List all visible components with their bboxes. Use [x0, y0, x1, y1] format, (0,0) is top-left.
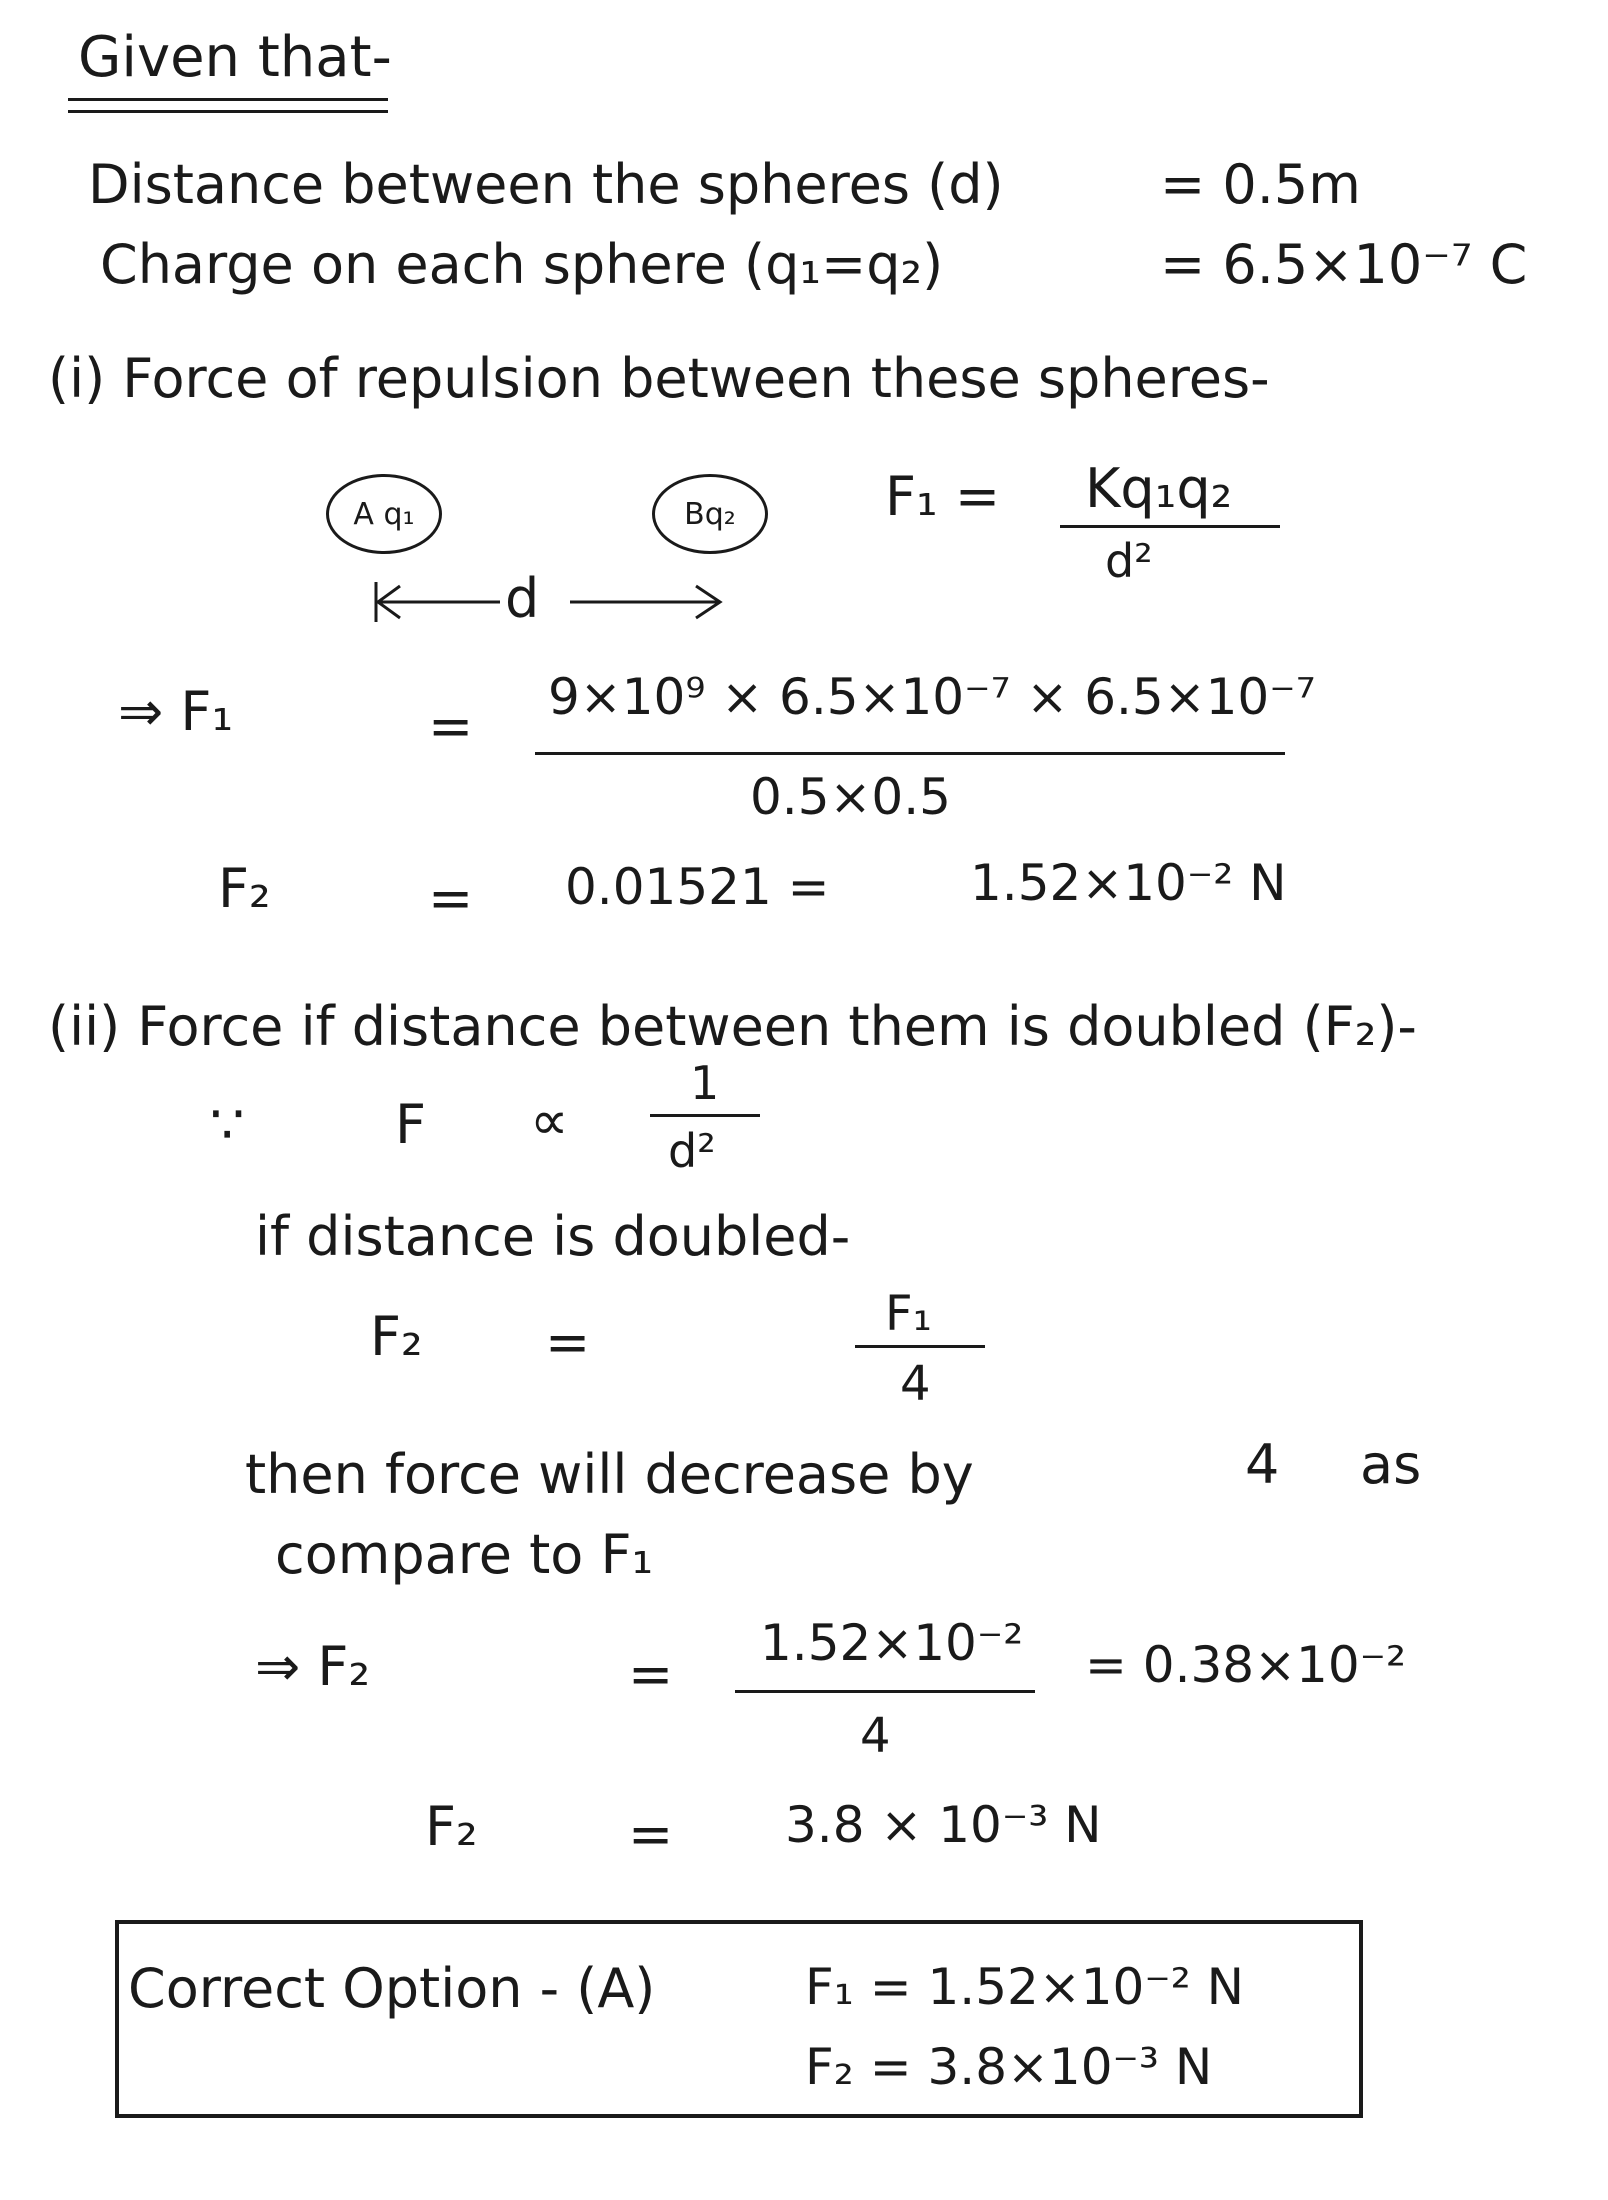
prop-numerator: 1 — [690, 1056, 720, 1110]
prop-fraction-bar — [650, 1114, 760, 1117]
formula-fraction-bar — [1060, 525, 1280, 528]
sphere-a: A q₁ — [326, 474, 442, 554]
calc-result: = 0.38×10⁻² — [1085, 1636, 1407, 1694]
f2-lhs: F₂ — [370, 1305, 423, 1368]
final-lhs: F₂ — [425, 1795, 478, 1858]
answer-label: Correct Option - (A) — [128, 1957, 656, 2020]
final-eq: = — [628, 1803, 674, 1866]
final-value: 3.8 × 10⁻³ N — [785, 1796, 1102, 1854]
distance-label: Distance between the spheres (d) — [88, 153, 1004, 216]
prop-lhs: F — [395, 1093, 427, 1156]
answer-line-2: F₂ = 3.8×10⁻³ N — [805, 2038, 1213, 2096]
sphere-b: Bq₂ — [652, 474, 768, 554]
prop-denominator: d² — [668, 1124, 716, 1178]
calc-eq: = — [628, 1643, 674, 1706]
step2-value: 0.01521 = — [565, 858, 830, 916]
step1-eq: = — [428, 695, 474, 758]
then-as: as — [1360, 1433, 1422, 1496]
f2-numerator: F₁ — [885, 1286, 932, 1342]
part-ii-title: (ii) Force if distance between them is doubled (F₂)- — [48, 995, 1417, 1058]
then-line-1: then force will decrease by — [245, 1443, 974, 1506]
calc-lhs: ⇒ F₂ — [255, 1635, 371, 1698]
calc-fraction-bar — [735, 1690, 1035, 1693]
step1-numerator: 9×10⁹ × 6.5×10⁻⁷ × 6.5×10⁻⁷ — [548, 668, 1316, 726]
calc-denominator: 4 — [860, 1708, 891, 1764]
formula-denominator: d² — [1105, 534, 1153, 588]
then-four: 4 — [1245, 1433, 1280, 1496]
f2-eq: = — [545, 1311, 591, 1374]
heading-underline — [68, 98, 388, 101]
distance-arrow — [370, 567, 730, 632]
charge-label: Charge on each sphere (q₁=q₂) — [100, 233, 944, 296]
step2-lhs: F₂ — [218, 857, 271, 920]
step2-result: 1.52×10⁻² N — [970, 854, 1287, 912]
calc-numerator: 1.52×10⁻² — [760, 1614, 1024, 1672]
formula-numerator: Kq₁q₂ — [1085, 457, 1233, 520]
formula-lhs: F₁ = — [885, 465, 1001, 528]
distance-d-label: d — [505, 567, 540, 630]
step1-lhs: ⇒ F₁ — [118, 680, 234, 743]
step1-fraction-bar — [535, 752, 1285, 755]
then-line-2: compare to F₁ — [275, 1523, 654, 1586]
heading: Given that- — [78, 25, 392, 90]
answer-line-1: F₁ = 1.52×10⁻² N — [805, 1958, 1245, 2016]
heading-underline-2 — [68, 110, 388, 113]
if-line: if distance is doubled- — [255, 1205, 851, 1268]
distance-value: = 0.5m — [1160, 153, 1361, 216]
step2-eq: = — [428, 867, 474, 930]
part-i-title: (i) Force of repulsion between these spheres- — [48, 347, 1270, 410]
f2-fraction-bar — [855, 1345, 985, 1348]
charge-value: = 6.5×10⁻⁷ C — [1160, 233, 1528, 296]
because-symbol: ∵ — [210, 1093, 245, 1156]
f2-denominator: 4 — [900, 1356, 931, 1412]
prop-symbol: ∝ — [530, 1089, 569, 1152]
step1-denominator: 0.5×0.5 — [750, 768, 951, 826]
